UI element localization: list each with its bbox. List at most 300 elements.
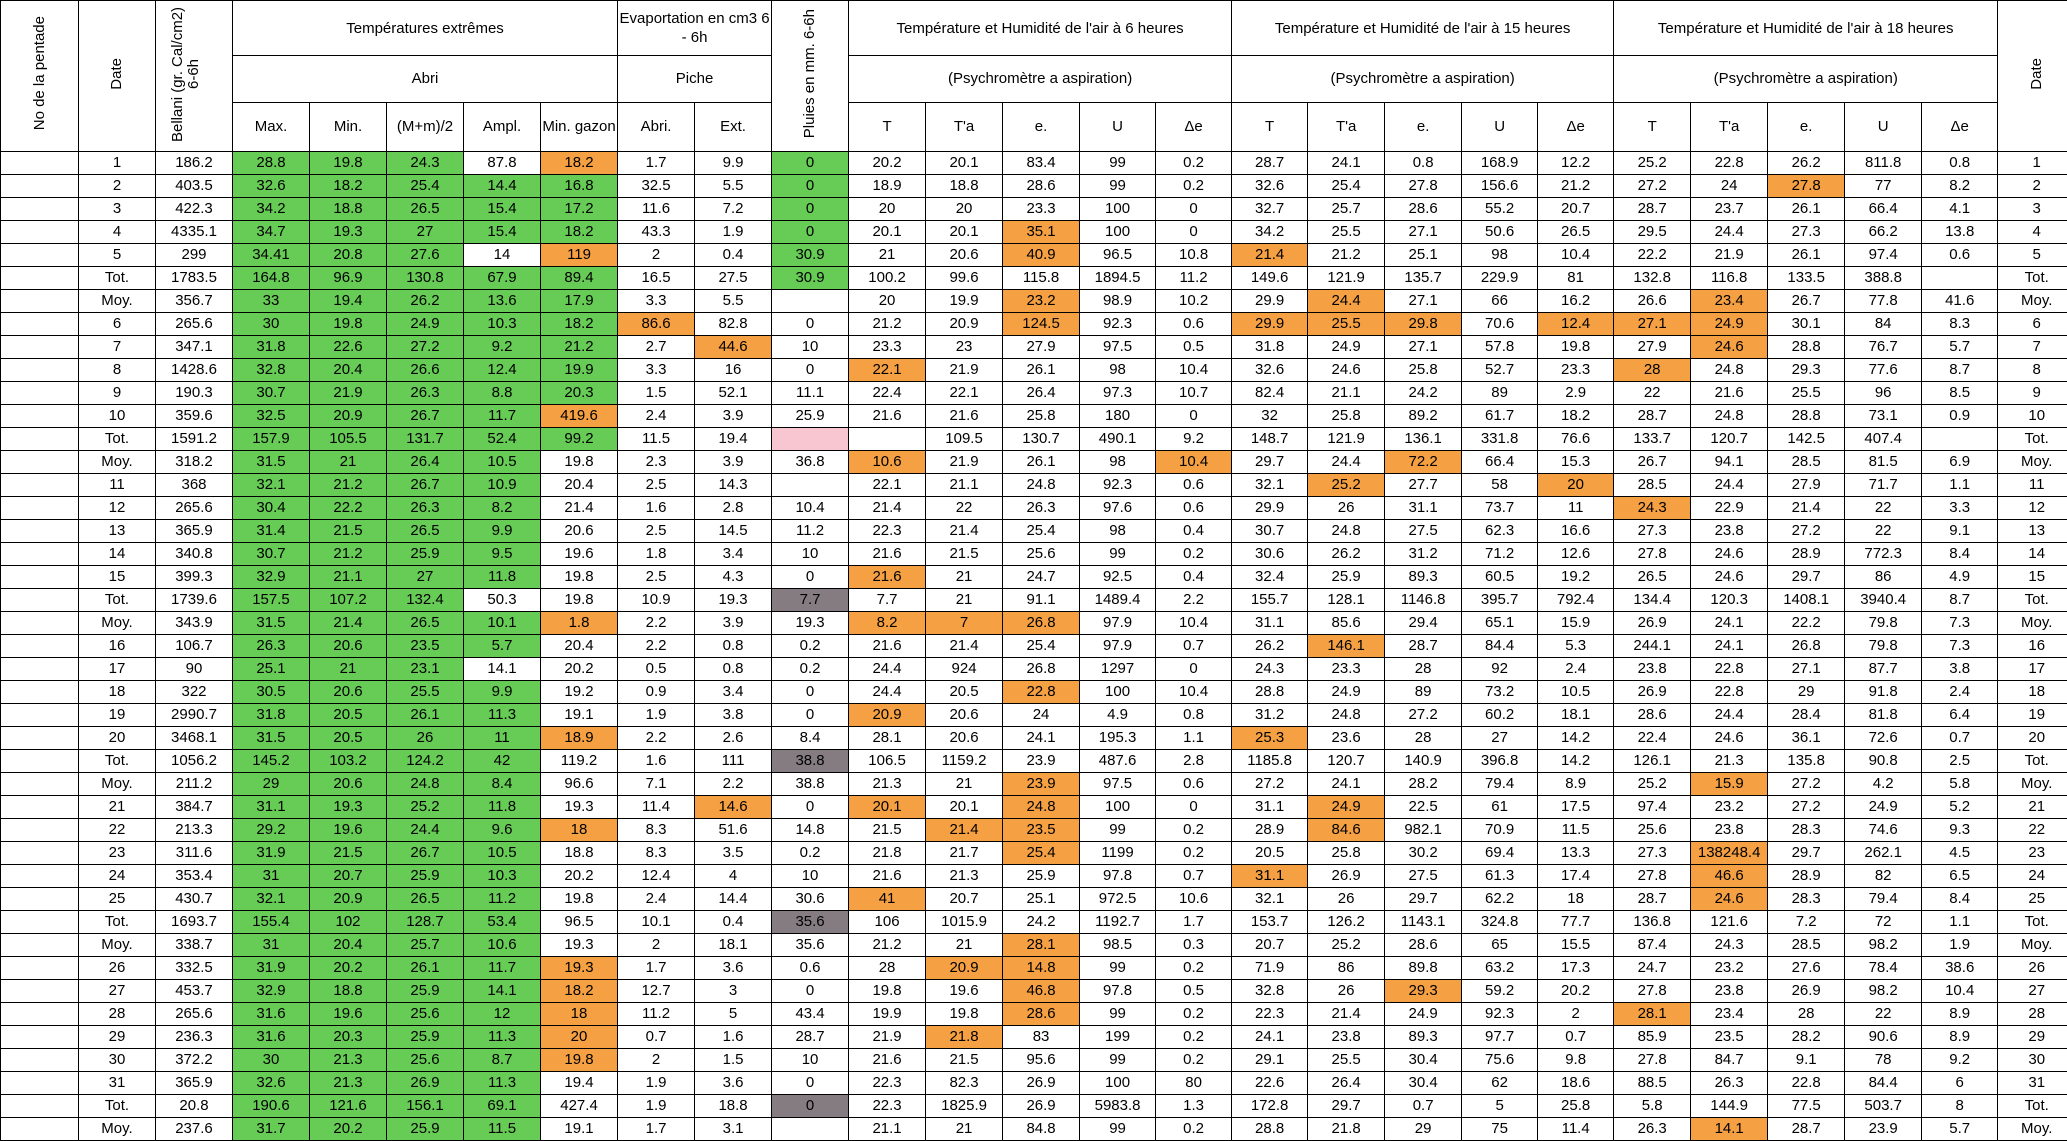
table-cell: 6 (79, 313, 156, 336)
table-cell: 11.4 (618, 796, 695, 819)
table-cell: 11.4 (1538, 1118, 1614, 1141)
pentade-cell (1, 1026, 79, 1049)
table-cell: 85.9 (1614, 1026, 1691, 1049)
table-cell: 20.1 (849, 221, 926, 244)
table-row (1, 359, 2067, 382)
table-cell: 24.4 (1691, 704, 1768, 727)
table-cell: 28.1 (1003, 934, 1080, 957)
table-cell: 18.2 (310, 175, 387, 198)
table-cell: Moy. (1998, 1118, 2067, 1141)
table-cell: 75 (1462, 1118, 1538, 1141)
table-cell: 5.8 (1922, 773, 1998, 796)
pentade-cell (1, 819, 79, 842)
table-cell: 145.2 (233, 750, 310, 773)
table-cell: 0.2 (772, 635, 849, 658)
table-cell: 0.7 (1922, 727, 1998, 750)
table-cell: 1143.1 (1385, 911, 1462, 934)
table-cell: 24.6 (1691, 336, 1768, 359)
table-cell: 1.6 (618, 497, 695, 520)
table-cell: 29 (1385, 1118, 1462, 1141)
table-cell: 20.9 (849, 704, 926, 727)
table-cell: 1185.8 (1232, 750, 1308, 773)
table-cell: 21.1 (849, 1118, 926, 1141)
table-cell: 7.3 (1922, 635, 1998, 658)
table-cell: 5 (1998, 244, 2067, 267)
table-cell: 26.7 (1768, 290, 1845, 313)
table-cell: 6 (1998, 313, 2067, 336)
table-row (1, 773, 2067, 796)
table-row (1, 290, 2067, 313)
table-cell: 9.2 (1922, 1049, 1998, 1072)
table-cell: 359.6 (156, 405, 233, 428)
table-cell: 27.3 (1614, 520, 1691, 543)
table-cell: 213.3 (156, 819, 233, 842)
table-cell: 7.2 (1768, 911, 1845, 934)
table-cell: 25 (79, 888, 156, 911)
table-cell: 100 (1080, 681, 1156, 704)
table-cell: 8 (1998, 359, 2067, 382)
table-cell: 121.6 (1691, 911, 1768, 934)
table-cell: 21.9 (310, 382, 387, 405)
header-psy-15: (Psychromètre a aspiration) (1232, 56, 1614, 103)
table-cell: 30.4 (1385, 1049, 1462, 1072)
table-cell: 30.5 (233, 681, 310, 704)
table-cell: 42 (464, 750, 541, 773)
table-cell: 10 (79, 405, 156, 428)
table-cell: 61.7 (1462, 405, 1538, 428)
table-cell: 21 (926, 1118, 1003, 1141)
table-cell: 11 (1538, 497, 1614, 520)
table-cell: 23.2 (1691, 957, 1768, 980)
table-cell: 96.5 (1080, 244, 1156, 267)
table-cell: 12.6 (1538, 543, 1614, 566)
table-cell: 2.5 (618, 474, 695, 497)
table-row (1, 382, 2067, 405)
table-cell: 0.2 (772, 842, 849, 865)
table-cell: 87.8 (464, 152, 541, 175)
table-cell (772, 428, 849, 451)
table-cell: 1 (79, 152, 156, 175)
table-cell: 12.7 (618, 980, 695, 1003)
table-cell: 28.6 (1385, 198, 1462, 221)
table-cell: 22.5 (1385, 796, 1462, 819)
table-cell: 26.2 (1308, 543, 1385, 566)
table-cell: 25.2 (1308, 934, 1385, 957)
table-cell: 25.5 (1768, 382, 1845, 405)
table-cell: 10.9 (464, 474, 541, 497)
table-cell: 395.7 (1462, 589, 1538, 612)
table-cell: 3.8 (1922, 658, 1998, 681)
table-cell: 23.8 (1614, 658, 1691, 681)
table-cell: 16 (695, 359, 772, 382)
table-cell: 10.1 (464, 612, 541, 635)
table-cell: 0 (1156, 405, 1232, 428)
pentade-cell (1, 359, 79, 382)
table-cell: 7.7 (849, 589, 926, 612)
table-cell: 21.5 (310, 842, 387, 865)
table-cell: 23.5 (1003, 819, 1080, 842)
table-cell: 8.9 (1538, 773, 1614, 796)
table-cell: 10.6 (464, 934, 541, 957)
table-cell: 29 (1998, 1026, 2067, 1049)
table-row (1, 221, 2067, 244)
pentade-cell (1, 1072, 79, 1095)
table-cell: 30.9 (772, 267, 849, 290)
table-cell: 20.4 (310, 934, 387, 957)
table-cell: 27 (1998, 980, 2067, 1003)
table-cell: 0.2 (1156, 1049, 1232, 1072)
table-cell: 30.1 (1768, 313, 1845, 336)
table-cell: 23.4 (1691, 1003, 1768, 1026)
table-cell: 0.5 (1156, 336, 1232, 359)
table-cell: 79.4 (1845, 888, 1922, 911)
table-cell: 14.4 (695, 888, 772, 911)
table-cell: 52.7 (1462, 359, 1538, 382)
table-cell: 2 (618, 1049, 695, 1072)
table-cell: 78.4 (1845, 957, 1922, 980)
table-cell: 21.2 (849, 934, 926, 957)
table-cell: 0 (772, 796, 849, 819)
table-cell: 136.8 (1614, 911, 1691, 934)
table-cell: 120.7 (1308, 750, 1385, 773)
table-cell: 26.1 (1768, 198, 1845, 221)
table-cell: 26.8 (1003, 612, 1080, 635)
table-cell: 21.4 (926, 635, 1003, 658)
table-cell: 1 (1998, 152, 2067, 175)
pentade-cell (1, 336, 79, 359)
table-cell: 21.7 (926, 842, 1003, 865)
table-cell: 18.9 (541, 727, 618, 750)
table-cell: 87.4 (1614, 934, 1691, 957)
pentade-cell (1, 405, 79, 428)
table-cell: 8.7 (1922, 589, 1998, 612)
table-cell: 51.6 (695, 819, 772, 842)
table-cell: 2.7 (618, 336, 695, 359)
header-ta-18: T'a (1691, 103, 1768, 152)
table-cell: 5 (695, 1003, 772, 1026)
header-bellani-label: Bellani (gr. Cal/cm2) 6-6h (170, 1, 218, 149)
table-cell: 27 (387, 566, 464, 589)
table-cell: 19.2 (541, 681, 618, 704)
table-cell: 14.1 (464, 980, 541, 1003)
table-cell: 6.4 (1922, 704, 1998, 727)
table-cell: 27.8 (1614, 865, 1691, 888)
table-row (1, 474, 2067, 497)
table-cell: 155.7 (1232, 589, 1308, 612)
table-cell: 99 (1080, 175, 1156, 198)
table-cell: 60.5 (1462, 566, 1538, 589)
table-cell: 99 (1080, 543, 1156, 566)
table-cell: 156.6 (1462, 175, 1538, 198)
table-cell: 25.9 (1003, 865, 1080, 888)
pentade-cell (1, 1003, 79, 1026)
table-cell: 0.4 (695, 244, 772, 267)
table-cell: Tot. (1998, 267, 2067, 290)
table-cell: 25.2 (1614, 152, 1691, 175)
table-cell: 90.6 (1845, 1026, 1922, 1049)
table-cell: 13.3 (1538, 842, 1614, 865)
table-cell: 26.9 (1003, 1072, 1080, 1095)
table-cell: 14.2 (1538, 750, 1614, 773)
table-cell: 25.9 (387, 1118, 464, 1141)
table-cell: 172.8 (1232, 1095, 1308, 1118)
table-cell: 8.7 (464, 1049, 541, 1072)
table-cell: 25.8 (1385, 359, 1462, 382)
table-cell: 20.5 (310, 727, 387, 750)
table-cell: 1.9 (618, 704, 695, 727)
table-cell: 3.9 (695, 451, 772, 474)
table-cell: 21.5 (849, 819, 926, 842)
table-cell: 190.6 (233, 1095, 310, 1118)
table-cell: 82.4 (1232, 382, 1308, 405)
table-cell: 3940.4 (1845, 589, 1922, 612)
table-cell: 21.6 (849, 566, 926, 589)
table-cell: Tot. (1998, 911, 2067, 934)
table-cell: 28.4 (1768, 704, 1845, 727)
table-cell: 21 (310, 658, 387, 681)
table-cell: 15.3 (1538, 451, 1614, 474)
table-cell: 190.3 (156, 382, 233, 405)
table-cell: 28.8 (1232, 681, 1308, 704)
table-cell: 22.6 (1232, 1072, 1308, 1095)
table-cell: 22 (1845, 1003, 1922, 1026)
table-cell: 25 (1998, 888, 2067, 911)
table-cell: 26.3 (1691, 1072, 1768, 1095)
header-psy-18: (Psychromètre a aspiration) (1614, 56, 1998, 103)
table-cell: 2 (1538, 1003, 1614, 1026)
table-cell: 25.4 (1003, 635, 1080, 658)
table-cell: 33 (233, 290, 310, 313)
header-u-15: U (1462, 103, 1538, 152)
table-cell: 15.9 (1691, 773, 1768, 796)
table-cell: 2.9 (1538, 382, 1614, 405)
table-cell: 26.8 (1003, 658, 1080, 681)
table-cell: 30.2 (1385, 842, 1462, 865)
table-cell: 20.7 (1232, 934, 1308, 957)
table-cell: 62 (1462, 1072, 1538, 1095)
table-cell: 128.7 (387, 911, 464, 934)
table-cell: 34.41 (233, 244, 310, 267)
table-cell: 9.6 (464, 819, 541, 842)
table-cell: 365.9 (156, 1072, 233, 1095)
table-cell: 8.3 (618, 842, 695, 865)
table-cell: 21.8 (849, 842, 926, 865)
table-cell: 2.2 (618, 612, 695, 635)
table-cell: 19.1 (541, 1118, 618, 1141)
table-cell: 26.1 (1003, 451, 1080, 474)
pentade-cell (1, 727, 79, 750)
table-cell: 14.8 (772, 819, 849, 842)
table-cell: 0.6 (1156, 313, 1232, 336)
table-cell: 372.2 (156, 1049, 233, 1072)
table-cell: 22 (1845, 497, 1922, 520)
table-cell: 19.3 (541, 957, 618, 980)
table-cell: 66.4 (1462, 451, 1538, 474)
table-cell: 73.2 (1462, 681, 1538, 704)
table-cell: 29 (1768, 681, 1845, 704)
table-cell: 32.1 (233, 888, 310, 911)
header-max: Max. (233, 103, 310, 152)
table-cell: 25.1 (1385, 244, 1462, 267)
table-cell: 99 (1080, 1118, 1156, 1141)
table-cell: 25.4 (1003, 842, 1080, 865)
table-row (1, 681, 2067, 704)
table-cell: 27.9 (1768, 474, 1845, 497)
table-cell: 70.9 (1462, 819, 1538, 842)
table-cell: 25.7 (387, 934, 464, 957)
table-cell: 32.5 (233, 405, 310, 428)
table-cell: 419.6 (541, 405, 618, 428)
table-cell: 6.9 (1922, 451, 1998, 474)
table-cell: 8 (1922, 1095, 1998, 1118)
table-cell: 23.9 (1003, 773, 1080, 796)
table-cell: 27.3 (1768, 221, 1845, 244)
table-cell: 26.6 (1614, 290, 1691, 313)
table-cell: 77.5 (1768, 1095, 1845, 1118)
table-cell: 7 (926, 612, 1003, 635)
table-cell: 0 (1156, 658, 1232, 681)
table-cell: 106.5 (849, 750, 926, 773)
table-cell: 20.7 (1538, 198, 1614, 221)
table-cell: 71.2 (1462, 543, 1538, 566)
table-row (1, 589, 2067, 612)
table-cell: Moy. (1998, 612, 2067, 635)
table-cell: 0 (772, 359, 849, 382)
table-cell: 20.5 (310, 704, 387, 727)
table-cell: 20.6 (926, 727, 1003, 750)
table-cell: 24.4 (1308, 290, 1385, 313)
table-cell: Moy. (79, 612, 156, 635)
table-cell: 30.4 (233, 497, 310, 520)
table-cell: 28.1 (1614, 1003, 1691, 1026)
table-cell: 20.2 (310, 957, 387, 980)
table-row (1, 198, 2067, 221)
table-cell: 29.8 (1385, 313, 1462, 336)
table-cell: Moy. (1998, 451, 2067, 474)
table-cell: 31.8 (1232, 336, 1308, 359)
table-cell: 10.4 (1156, 451, 1232, 474)
table-cell: 8.3 (1922, 313, 1998, 336)
table-cell: 80 (1156, 1072, 1232, 1095)
table-cell: 27.6 (1768, 957, 1845, 980)
table-cell: 41.6 (1922, 290, 1998, 313)
table-cell: 81.8 (1845, 704, 1922, 727)
table-cell: 27.5 (1385, 520, 1462, 543)
table-cell: Tot. (79, 1095, 156, 1118)
header-t-15: T (1232, 103, 1308, 152)
table-cell: 27.7 (1385, 474, 1462, 497)
table-cell: 25.6 (1614, 819, 1691, 842)
table-cell: 24.4 (387, 819, 464, 842)
table-cell: 0 (772, 175, 849, 198)
table-cell: 20.6 (926, 704, 1003, 727)
table-cell: 11.6 (618, 198, 695, 221)
table-cell: 21.6 (849, 1049, 926, 1072)
table-cell: 13 (1998, 520, 2067, 543)
table-cell: 21.6 (849, 635, 926, 658)
table-cell: 18.6 (1538, 1072, 1614, 1095)
table-cell: 13.8 (1922, 221, 1998, 244)
table-cell: 90.8 (1845, 750, 1922, 773)
table-cell: 365.9 (156, 520, 233, 543)
table-cell: 19.6 (541, 543, 618, 566)
table-cell: 28 (1385, 658, 1462, 681)
table-cell: 10.5 (464, 842, 541, 865)
table-row (1, 612, 2067, 635)
table-cell: 0 (772, 152, 849, 175)
table-cell: 27.9 (1614, 336, 1691, 359)
pentade-cell (1, 267, 79, 290)
table-cell: 5.2 (1922, 796, 1998, 819)
table-cell: 70.6 (1462, 313, 1538, 336)
table-cell: 20.6 (310, 635, 387, 658)
table-cell: 15.5 (1538, 934, 1614, 957)
table-cell: 21.4 (1768, 497, 1845, 520)
table-cell: 18.2 (541, 221, 618, 244)
table-cell: 26.5 (387, 612, 464, 635)
header-t-18: T (1614, 103, 1691, 152)
table-cell: 27.8 (1614, 543, 1691, 566)
table-cell: 107.2 (310, 589, 387, 612)
table-cell: 21.8 (926, 1026, 1003, 1049)
table-cell: 25.6 (1003, 543, 1080, 566)
table-cell: 21.3 (310, 1072, 387, 1095)
table-cell: 32.6 (1232, 175, 1308, 198)
table-cell: 8.2 (849, 612, 926, 635)
table-cell: 31.8 (233, 336, 310, 359)
table-cell: 111 (695, 750, 772, 773)
pentade-cell (1, 796, 79, 819)
table-cell: 89.3 (1385, 566, 1462, 589)
table-cell: 3.3 (618, 290, 695, 313)
pentade-cell (1, 773, 79, 796)
table-cell: 22.2 (310, 497, 387, 520)
table-cell: 10.4 (772, 497, 849, 520)
table-cell: 0.9 (618, 681, 695, 704)
table-cell: 109.5 (926, 428, 1003, 451)
table-cell: 18.2 (1538, 405, 1614, 428)
table-cell: 168.9 (1462, 152, 1538, 175)
table-cell: 17 (79, 658, 156, 681)
table-cell: 19.1 (541, 704, 618, 727)
table-cell: 18.2 (541, 980, 618, 1003)
table-cell: 2.5 (618, 566, 695, 589)
table-cell: 32.5 (618, 175, 695, 198)
table-cell: 3.3 (1922, 497, 1998, 520)
table-cell (772, 290, 849, 313)
table-cell: 21.3 (926, 865, 1003, 888)
table-cell: 22.3 (1232, 1003, 1308, 1026)
table-cell: 0.2 (1156, 842, 1232, 865)
table-cell: 21.1 (310, 566, 387, 589)
table-cell: 11.7 (464, 405, 541, 428)
table-cell: 124.2 (387, 750, 464, 773)
table-cell: 97.5 (1080, 336, 1156, 359)
table-cell: 24.3 (387, 152, 464, 175)
table-cell: 11.1 (772, 382, 849, 405)
table-cell: 75.6 (1462, 1049, 1538, 1072)
table-cell: 265.6 (156, 497, 233, 520)
table-cell: Tot. (1998, 428, 2067, 451)
table-cell: 31 (233, 865, 310, 888)
table-cell: 24.6 (1691, 888, 1768, 911)
pentade-cell (1, 313, 79, 336)
table-cell: 19.8 (541, 888, 618, 911)
table-cell: 23 (926, 336, 1003, 359)
table-cell: 21 (849, 244, 926, 267)
header-e-18: e. (1768, 103, 1845, 152)
table-cell: 72.2 (1385, 451, 1462, 474)
